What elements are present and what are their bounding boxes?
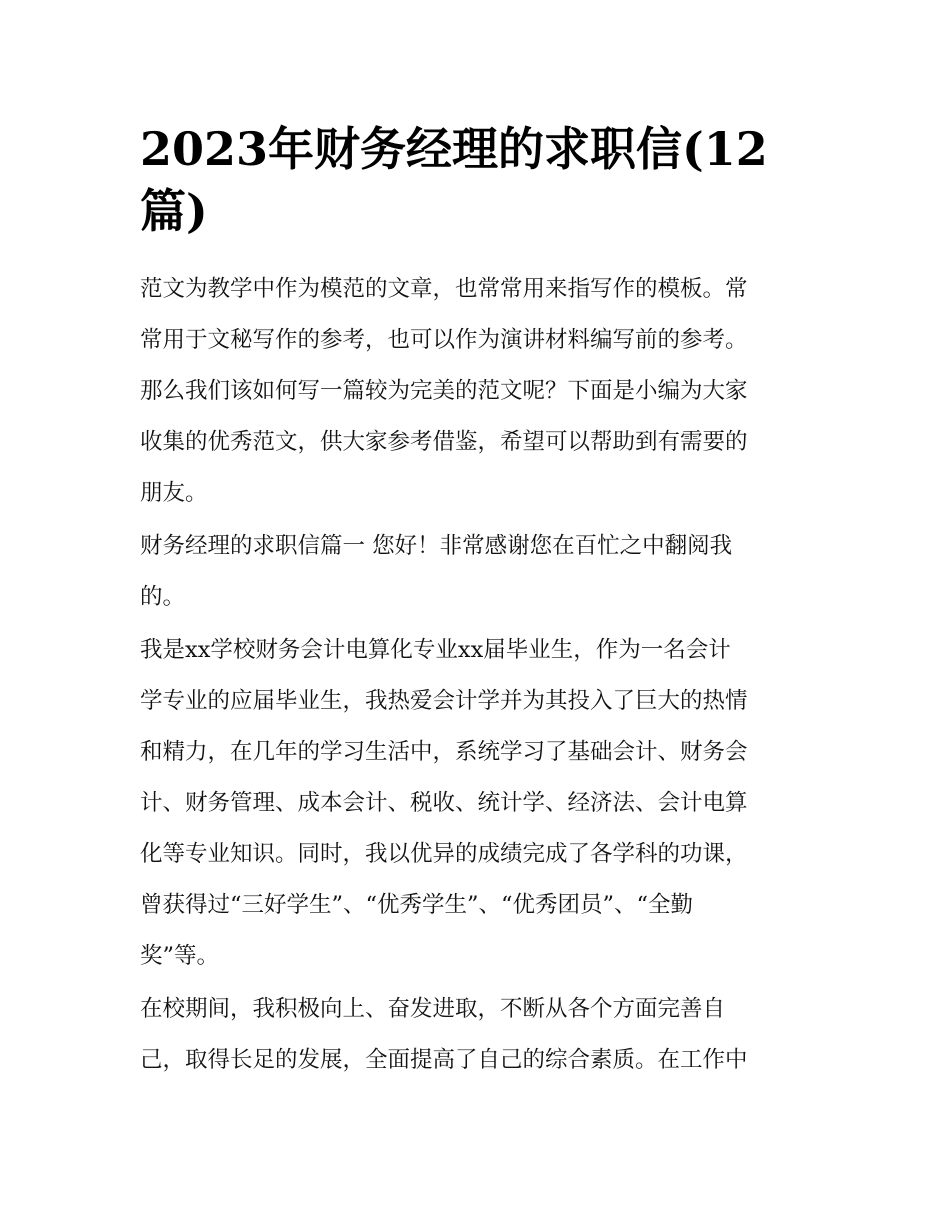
title-line: 2023年财务经理的求职信(12: [140, 122, 768, 176]
document-body: [140, 118, 812, 1086]
text-line: 常用于文秘写作的参考，也可以作为演讲材料编写前的参考。: [140, 327, 748, 353]
text-line: 化等专业知识。同时，我以优异的成绩完成了各学科的功课，: [140, 841, 748, 867]
text-line: 朋友。: [140, 480, 208, 506]
text-line: 己，取得长足的发展，全面提高了自己的综合素质。在工作中: [140, 1047, 748, 1073]
text-line: 学专业的应届毕业生，我热爱会计学并为其投入了巨大的热情: [140, 688, 748, 714]
text-line: 财务经理的求职信篇一 您好！非常感谢您在百忙之中翻阅我: [140, 533, 733, 559]
text-line: 我是xx学校财务会计电算化专业xx届毕业生，作为一名会计: [140, 637, 731, 663]
campus-life-paragraph: [140, 984, 812, 1086]
text-line: 曾获得过“三好学生”、“优秀学生”、“优秀团员”、“全勤: [140, 892, 694, 918]
text-line: 收集的优秀范文，供大家参考借鉴，希望可以帮助到有需要的: [140, 429, 748, 455]
letter-opening-paragraph: [140, 521, 812, 623]
education-paragraph: [140, 625, 812, 982]
text-line: 在校期间，我积极向上、奋发进取，不断从各个方面完善自: [140, 996, 726, 1022]
intro-paragraph: [140, 264, 812, 519]
text-line: 范文为教学中作为模范的文章，也常常用来指写作的模板。常: [140, 276, 748, 302]
text-line: 的。: [140, 584, 186, 610]
text-line: 奖”等。: [140, 943, 220, 969]
text-line: 计、财务管理、成本会计、税收、统计学、经济法、会计电算: [140, 790, 748, 816]
title-line: 篇): [140, 184, 208, 238]
document-title: [140, 118, 812, 242]
text-line: 那么我们该如何写一篇较为完美的范文呢？下面是小编为大家: [140, 378, 748, 404]
text-line: 和精力，在几年的学习生活中，系统学习了基础会计、财务会: [140, 739, 748, 765]
